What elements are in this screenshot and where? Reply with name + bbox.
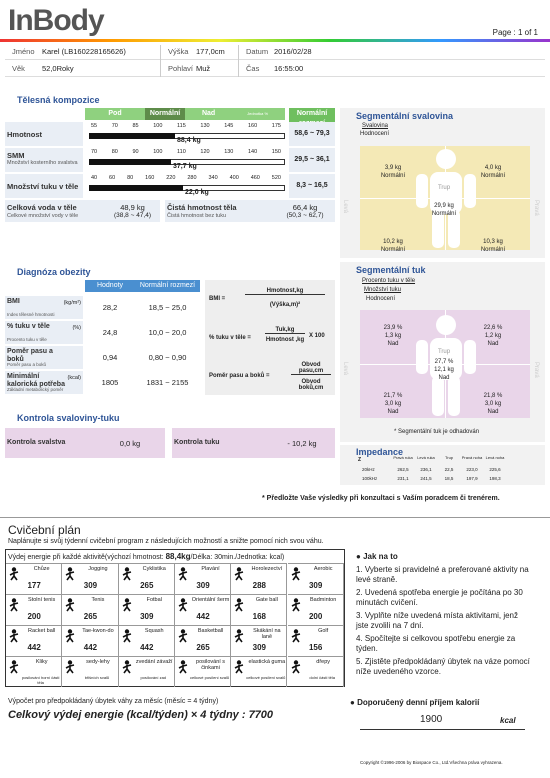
tick-label: 520 bbox=[271, 175, 281, 181]
activity-icon bbox=[121, 629, 133, 643]
time-label: Čas bbox=[246, 64, 260, 73]
activity-icon bbox=[233, 567, 245, 581]
formula-whr-bottom: Obvod boků,cm bbox=[298, 379, 324, 391]
tick-label: 400 bbox=[229, 175, 239, 181]
activity-name: elastická guma bbox=[248, 659, 286, 665]
page-number: Page : 1 of 1 bbox=[492, 28, 538, 37]
info-divider bbox=[5, 59, 545, 60]
fat-left-arm: 23,9 % 1,3 kg Nad bbox=[383, 325, 403, 347]
activity-icon bbox=[64, 660, 76, 674]
activity-name: Horolezectví bbox=[251, 566, 283, 572]
lean-trunk: 29,9 kg Normální bbox=[431, 203, 457, 217]
daily-title: ● Doporučený denní příjem kalorií bbox=[350, 698, 480, 707]
header-stripe bbox=[0, 39, 550, 42]
tick-label: 145 bbox=[224, 123, 234, 129]
row-label: Množství tuku v těle bbox=[7, 182, 79, 191]
height-value: 177,0cm bbox=[196, 47, 225, 56]
obesity-row bbox=[5, 371, 200, 394]
segment-fat-sub2: Množství tuku bbox=[364, 287, 402, 293]
row-bar-fill bbox=[89, 133, 175, 139]
obesity-col-values: Hodnoty bbox=[85, 280, 135, 292]
impedance-value: 241,5 bbox=[420, 476, 432, 481]
impedance-value: 231,1 bbox=[397, 476, 409, 481]
activity-sub: posilování horní části těla bbox=[21, 675, 60, 685]
activity-value: 442 bbox=[83, 643, 98, 652]
activity-value: 265 bbox=[196, 643, 210, 652]
activity-name: Tenis bbox=[91, 597, 105, 603]
tick-label: 80 bbox=[127, 175, 134, 181]
muscle-control-label: Kontrola svalstva bbox=[7, 439, 66, 446]
impedance-value: 18,5 bbox=[444, 476, 454, 481]
activity-icon bbox=[177, 567, 189, 581]
activity-cell bbox=[62, 625, 118, 656]
activity-table bbox=[5, 549, 345, 687]
activity-icon bbox=[64, 567, 76, 581]
brand-logo: InBody bbox=[8, 4, 104, 37]
obesity-range: 0,80 ~ 0,90 bbox=[148, 353, 187, 362]
activity-cell bbox=[119, 656, 175, 687]
impedance-value: 197,9 bbox=[466, 476, 478, 481]
activity-icon bbox=[177, 660, 189, 674]
activity-name: Aerobic bbox=[313, 566, 333, 572]
impedance-value: 22,5 bbox=[444, 467, 454, 472]
impedance-col-header: Levá noha bbox=[485, 455, 505, 460]
activity-name: sedy-lehy bbox=[86, 659, 110, 665]
activity-cell bbox=[119, 625, 175, 656]
activity-icon bbox=[290, 567, 302, 581]
activity-name: Chůze bbox=[33, 566, 50, 572]
lean-right-arm: 4,0 kg Normální bbox=[480, 165, 506, 179]
activity-name: Golf bbox=[318, 628, 329, 634]
activity-name: dřepy bbox=[316, 659, 331, 665]
fat-control-value: - 10,2 kg bbox=[287, 439, 317, 448]
tick-label: 110 bbox=[177, 149, 186, 155]
copyright: Copyright ©1996-2006 by Biospace Co., Ltd.Všechna práva vyhrazena. bbox=[360, 760, 503, 765]
formula-bmi-lhs: BMI = bbox=[209, 296, 226, 302]
activity-cell bbox=[288, 594, 344, 625]
tick-label: 160 bbox=[145, 175, 155, 181]
tick-label: 60 bbox=[109, 175, 116, 181]
obesity-label: % tuku v těle bbox=[7, 323, 50, 330]
activity-cell bbox=[175, 594, 231, 625]
activity-cell bbox=[62, 563, 118, 594]
activity-cell bbox=[62, 656, 118, 687]
activity-value: 309 bbox=[83, 581, 98, 590]
activity-icon bbox=[8, 660, 20, 674]
obesity-row bbox=[5, 321, 200, 344]
obesity-label-cell bbox=[5, 346, 83, 369]
row-value: 88,4 kg bbox=[177, 137, 201, 144]
row-bar-fill bbox=[89, 159, 171, 165]
activity-cell bbox=[175, 563, 231, 594]
obesity-row bbox=[5, 296, 200, 319]
row-label: Hmotnost bbox=[7, 130, 42, 139]
age-value: 52,0Roky bbox=[42, 64, 74, 73]
tick-label: 100 bbox=[153, 149, 163, 155]
activity-cell bbox=[231, 625, 287, 656]
activity-icon bbox=[8, 567, 20, 581]
impedance-col-header: Trup bbox=[444, 455, 454, 460]
activity-icon bbox=[121, 598, 133, 612]
row-sublabel: Množství kosterního svalstva bbox=[7, 160, 78, 166]
activity-cell bbox=[6, 594, 62, 625]
obesity-row bbox=[5, 346, 200, 369]
activity-sub: posilování zad bbox=[140, 675, 167, 680]
right-side-label: Pravá bbox=[533, 200, 539, 216]
composition-title: Tělesná kompozice bbox=[17, 95, 100, 105]
activity-icon bbox=[177, 598, 189, 612]
activity-sub: břišních svalů bbox=[84, 675, 110, 680]
lean-right-leg: 10,3 kg Normální bbox=[480, 239, 506, 253]
impedance-freq: 100kHz bbox=[362, 476, 378, 481]
obesity-label-cell bbox=[5, 296, 83, 319]
tick-label: 160 bbox=[247, 123, 258, 129]
obesity-unit: (%) bbox=[72, 325, 81, 331]
name-value: Karel (LB160228165626) bbox=[42, 47, 126, 56]
row-ticks bbox=[91, 123, 281, 129]
segment-fat-sub3: Hodnocení bbox=[366, 296, 396, 302]
activity-icon bbox=[290, 629, 302, 643]
ffm-cell bbox=[165, 200, 335, 222]
daily-calorie-field bbox=[360, 710, 525, 730]
body-silhouette bbox=[410, 148, 482, 248]
tick-label: 70 bbox=[111, 123, 118, 129]
obesity-sublabel: Poměr pasu a boků bbox=[7, 362, 47, 367]
obesity-value: 1805 bbox=[101, 378, 119, 387]
obesity-value: 24,8 bbox=[102, 328, 118, 337]
fat-control-label: Kontrola tuku bbox=[174, 439, 220, 446]
fat-right-leg: 21,8 % 3,0 kg Nad bbox=[483, 393, 503, 415]
activity-name: Fotbal bbox=[146, 597, 162, 603]
row-label: SMM bbox=[7, 151, 25, 160]
activity-icon bbox=[64, 629, 76, 643]
activity-icon bbox=[233, 598, 245, 612]
formula-pbf-lhs: % tuku v těle = bbox=[209, 335, 251, 341]
fat-control bbox=[172, 428, 335, 458]
tick-label: 70 bbox=[91, 149, 98, 155]
activity-icon bbox=[177, 629, 189, 643]
tick-label: 55 bbox=[91, 123, 98, 129]
tick-label: 220 bbox=[166, 175, 176, 181]
water-cell bbox=[5, 200, 160, 222]
name-label: Jméno bbox=[12, 47, 35, 56]
lean-left-leg: 10,2 kg Normální bbox=[380, 239, 406, 253]
activity-icon bbox=[233, 629, 245, 643]
activity-icon bbox=[290, 598, 302, 612]
instruction-step: 5. Zjistěte předpokládaný úbytek na váze pomocí níže uvedeného vzorce. bbox=[356, 657, 530, 676]
ffm-range: (50,3 ~ 62,7) bbox=[286, 212, 324, 219]
lean-trunk-label: Trup bbox=[437, 185, 451, 191]
activity-cell bbox=[231, 656, 287, 687]
activity-value: 265 bbox=[140, 581, 154, 590]
activity-cell bbox=[119, 563, 175, 594]
formula-pbf-bottom: Hmotnost ,kg bbox=[265, 337, 305, 343]
activity-cell bbox=[6, 656, 62, 687]
activity-cell bbox=[288, 563, 344, 594]
formula-whr-lhs: Poměr pasu a boků = bbox=[209, 373, 270, 379]
activity-cell bbox=[6, 625, 62, 656]
date-value: 2016/02/28 bbox=[274, 47, 312, 56]
tick-label: 100 bbox=[153, 123, 163, 129]
activity-icon bbox=[290, 660, 302, 674]
daily-calorie-value: 1900 bbox=[420, 714, 443, 725]
fat-right-arm: 22,6 % 1,2 kg Nad bbox=[483, 325, 503, 347]
obesity-unit: (kcal) bbox=[67, 375, 81, 381]
obesity-label: Minimální kalorická potřeba bbox=[7, 373, 65, 388]
col-nad: Nad Jednotka % bbox=[185, 108, 285, 120]
activity-name: Badminton bbox=[310, 597, 337, 603]
activity-name: Kliky bbox=[35, 659, 48, 665]
activity-name: posilování s činkami bbox=[196, 659, 226, 671]
tick-label: 40 bbox=[91, 175, 98, 181]
tick-label: 130 bbox=[200, 123, 210, 129]
info-divider-v bbox=[238, 45, 239, 77]
obesity-sublabel: Index tělesné hmotnosti bbox=[7, 312, 55, 317]
activity-icon bbox=[233, 660, 245, 674]
activity-value: 156 bbox=[308, 643, 323, 652]
activity-sub: celkové posílení svalů bbox=[189, 675, 230, 680]
activity-sub: dolní části těla bbox=[309, 675, 335, 680]
obesity-range: 18,5 ~ 25,0 bbox=[148, 303, 187, 312]
tick-label: 175 bbox=[271, 123, 281, 129]
obesity-value: 28,2 bbox=[102, 303, 118, 312]
activity-icon bbox=[64, 598, 76, 612]
right-side-label: Pravá bbox=[533, 362, 539, 378]
row-label-cell bbox=[5, 148, 83, 172]
tick-label: 85 bbox=[132, 123, 139, 129]
daily-calorie-unit: kcal bbox=[500, 716, 516, 725]
formula-bmi-bottom: (Výška,m)² bbox=[269, 302, 301, 308]
obesity-unit: (kg/m²) bbox=[63, 300, 81, 306]
col-pod: Pod bbox=[85, 108, 145, 120]
exercise-title: Cvičební plán bbox=[8, 523, 81, 537]
obesity-sublabel: Procento tuku v těle bbox=[7, 337, 47, 342]
tick-label: 280 bbox=[187, 175, 197, 181]
activity-value: 442 bbox=[196, 612, 210, 621]
instruction-step: 4. Spočítejte si celkovou spotřebu energie za týden. bbox=[356, 634, 516, 653]
segment-fat-sub1: Procento tuku v těle bbox=[362, 278, 416, 284]
muscle-control bbox=[5, 428, 165, 458]
composition-row bbox=[5, 148, 335, 172]
activity-name: Tae-kwon-do bbox=[82, 628, 114, 634]
muscle-control-value: 0,0 kg bbox=[119, 439, 141, 448]
activity-cell bbox=[175, 625, 231, 656]
formula-pbf-mult: X 100 bbox=[309, 333, 325, 339]
activity-name: zvedání závaží bbox=[135, 659, 173, 665]
calc-note: Výpočet pro předpokládaný úbytek váhy za měsíc (měsíc = 4 týdny) bbox=[8, 698, 219, 705]
how-title: ● Jak na to bbox=[356, 552, 398, 561]
obesity-title: Diagnóza obezity bbox=[17, 267, 91, 277]
exercise-subtitle: Naplánujte si svůj týdenní cvičební program z následujících možností a snižte pomocí nich svou váhu. bbox=[8, 538, 324, 545]
activity-icon bbox=[121, 567, 133, 581]
col-normal: Normální bbox=[145, 108, 185, 120]
row-label-cell bbox=[5, 174, 83, 198]
control-title: Kontrola svaloviny-tuku bbox=[17, 413, 120, 423]
activity-value: 442 bbox=[140, 643, 154, 652]
tick-label: 150 bbox=[271, 149, 281, 155]
impedance-value: 225,6 bbox=[489, 467, 501, 472]
activity-cell bbox=[119, 594, 175, 625]
tick-label: 460 bbox=[250, 175, 260, 181]
activity-value: 168 bbox=[252, 612, 267, 621]
obesity-table bbox=[5, 280, 200, 395]
impedance-value: 262,5 bbox=[397, 467, 409, 472]
water-sub: Celkové množství vody v těle bbox=[7, 213, 79, 219]
activity-name: Racket ball bbox=[28, 628, 56, 634]
row-value: 22,0 kg bbox=[185, 189, 209, 196]
row-ticks bbox=[91, 149, 281, 155]
activity-cell bbox=[288, 625, 344, 656]
col-range: Normální bbox=[289, 108, 335, 130]
impedance-col-header: Pravá noha bbox=[461, 455, 483, 460]
activity-value: 265 bbox=[83, 612, 98, 621]
ffm-value: 66,4 kg bbox=[292, 203, 318, 212]
sex-value: Muž bbox=[196, 64, 211, 73]
segment-lean-title: Segmentální svalovina bbox=[356, 111, 454, 121]
footnote: * Předložte Vaše výsledky při konzultaci s Vaším poradcem či trenérem. bbox=[262, 495, 500, 502]
row-bar-fill bbox=[89, 185, 183, 191]
impedance-col-header: Pravá ruka bbox=[393, 455, 413, 460]
impedance-value: 198,3 bbox=[489, 476, 501, 481]
obesity-sublabel: Základní metabolický poměr bbox=[7, 387, 64, 392]
tick-label: 120 bbox=[200, 149, 210, 155]
activity-name: Stolní tenis bbox=[28, 597, 56, 603]
tick-label: 90 bbox=[132, 149, 139, 155]
impedance-title: Impedance bbox=[356, 447, 404, 457]
formula-panel bbox=[205, 280, 335, 395]
activity-name: Orientální šerm bbox=[191, 597, 230, 603]
impedance-value: 236,1 bbox=[420, 467, 432, 472]
obesity-col-range: Normální rozmezí bbox=[135, 280, 200, 292]
activity-cell bbox=[231, 563, 287, 594]
time-value: 16:55:00 bbox=[274, 64, 304, 73]
activity-sub: celkové posílení svalů bbox=[246, 675, 286, 680]
activity-value: 200 bbox=[308, 612, 323, 621]
activity-value: 309 bbox=[140, 612, 154, 621]
impedance-z: Z bbox=[358, 457, 362, 463]
sex-label: Pohlaví bbox=[168, 64, 194, 73]
obesity-range: 10,0 ~ 20,0 bbox=[148, 328, 187, 337]
impedance-panel bbox=[340, 445, 545, 485]
instruction-step: 1. Vyberte si pravidelné a preferované aktivity na levé straně. bbox=[356, 565, 529, 584]
instruction-step: 3. Vyplňte níže uvedená místa aktivitami, jenž jste zvolili na 7 dní. bbox=[356, 611, 519, 630]
water-label: Celková voda v těle bbox=[7, 203, 77, 212]
activity-value: 288 bbox=[252, 581, 267, 590]
formula-pbf-top: Tuk,kg bbox=[265, 327, 305, 334]
tick-label: 340 bbox=[208, 175, 218, 181]
tick-label: 115 bbox=[177, 123, 186, 129]
tick-label: 140 bbox=[247, 149, 258, 155]
row-range: 29,5 ~ 36,1 bbox=[289, 148, 335, 172]
instruction-step: 2. Uvedená spotřeba energie je počítána po 30 minutách cvičení. bbox=[356, 588, 523, 607]
lean-left-arm: 3,9 kg Normální bbox=[380, 165, 406, 179]
segment-fat-title: Segmentální tuk bbox=[356, 265, 426, 275]
row-value: 37,7 kg bbox=[173, 163, 197, 170]
activity-name: Cyklistika bbox=[142, 566, 166, 572]
activity-value: 309 bbox=[308, 581, 323, 590]
obesity-label: Poměr pasu a boků bbox=[7, 348, 53, 363]
activity-cell bbox=[231, 594, 287, 625]
activity-value: 442 bbox=[27, 643, 41, 652]
obesity-value: 0,94 bbox=[102, 353, 118, 362]
segment-fat-panel bbox=[340, 262, 545, 442]
segment-lean-panel bbox=[340, 108, 545, 258]
info-divider bbox=[5, 76, 545, 77]
activity-value: 177 bbox=[27, 581, 41, 590]
row-range: 8,3 ~ 16,5 bbox=[289, 174, 335, 198]
info-divider-v bbox=[160, 45, 161, 77]
water-range: (38,8 ~ 47,4) bbox=[113, 212, 152, 219]
activity-name: Jogging bbox=[88, 566, 108, 572]
left-side-label: Levá bbox=[342, 200, 348, 214]
activity-cell bbox=[6, 563, 62, 594]
total-formula: Celkový výdej energie (kcal/týden) × 4 týdny : 7700 bbox=[8, 709, 274, 721]
segment-fat-note: * Segmentální tuk je odhadován bbox=[394, 429, 480, 435]
row-range: 58,6 ~ 79,3 bbox=[289, 122, 335, 146]
age-label: Věk bbox=[12, 64, 25, 73]
fat-trunk: 27,7 % 12,1 kg Nad bbox=[434, 359, 454, 381]
obesity-label-cell bbox=[5, 321, 83, 344]
activity-icon bbox=[8, 598, 20, 612]
section-divider bbox=[0, 517, 550, 518]
segment-lean-sub1: Svalovina bbox=[362, 123, 389, 129]
activity-cell bbox=[288, 656, 344, 687]
activity-name: Skákání na laně bbox=[253, 628, 281, 640]
activity-value: 309 bbox=[252, 643, 267, 652]
height-label: Výška bbox=[168, 47, 189, 56]
water-value: 48,9 kg bbox=[120, 203, 145, 212]
date-label: Datum bbox=[246, 47, 269, 56]
activity-cell bbox=[175, 656, 231, 687]
row-ticks bbox=[91, 175, 281, 181]
activity-icon bbox=[8, 629, 20, 643]
obesity-range: 1831 ~ 2155 bbox=[146, 378, 189, 387]
obesity-label: BMI bbox=[7, 298, 20, 305]
activity-value: 309 bbox=[196, 581, 210, 590]
left-side-label: Levá bbox=[342, 362, 348, 376]
activity-name: Basketball bbox=[197, 628, 224, 634]
fat-left-leg: 21,7 % 3,0 kg Nad bbox=[383, 393, 403, 415]
ffm-sub: Čistá hmotnost bez tuku bbox=[167, 213, 227, 219]
activity-value: 200 bbox=[27, 612, 41, 621]
fat-trunk-label: Trup bbox=[437, 349, 451, 355]
segment-lean-sub2: Hodnocení bbox=[360, 131, 390, 137]
composition-table bbox=[5, 108, 335, 228]
activity-name: Gate ball bbox=[255, 597, 278, 603]
activity-name: Squash bbox=[144, 628, 164, 634]
row-label-cell bbox=[5, 122, 83, 146]
impedance-col-header: Levá ruka bbox=[417, 455, 435, 460]
activity-name: Plavání bbox=[201, 566, 220, 572]
activity-table-head: Výdej energie při každé aktivitě(výchozí hmotnost: 88,4kg/Délka: 30min./Jednotka: kcal) bbox=[8, 552, 285, 561]
tick-label: 80 bbox=[111, 149, 118, 155]
ffm-label: Čistá hmotnost těla bbox=[167, 203, 237, 212]
activity-cell bbox=[62, 594, 118, 625]
impedance-freq: 20kHz bbox=[362, 467, 375, 472]
tick-label: 130 bbox=[224, 149, 234, 155]
obesity-label-cell bbox=[5, 371, 83, 394]
composition-row bbox=[5, 122, 335, 146]
composition-row bbox=[5, 174, 335, 198]
activity-icon bbox=[121, 660, 133, 674]
impedance-value: 223,0 bbox=[466, 467, 478, 472]
formula-whr-top: Obvod pasu,cm bbox=[291, 362, 331, 375]
formula-bmi-top: Hmotnost,kg bbox=[245, 288, 325, 295]
